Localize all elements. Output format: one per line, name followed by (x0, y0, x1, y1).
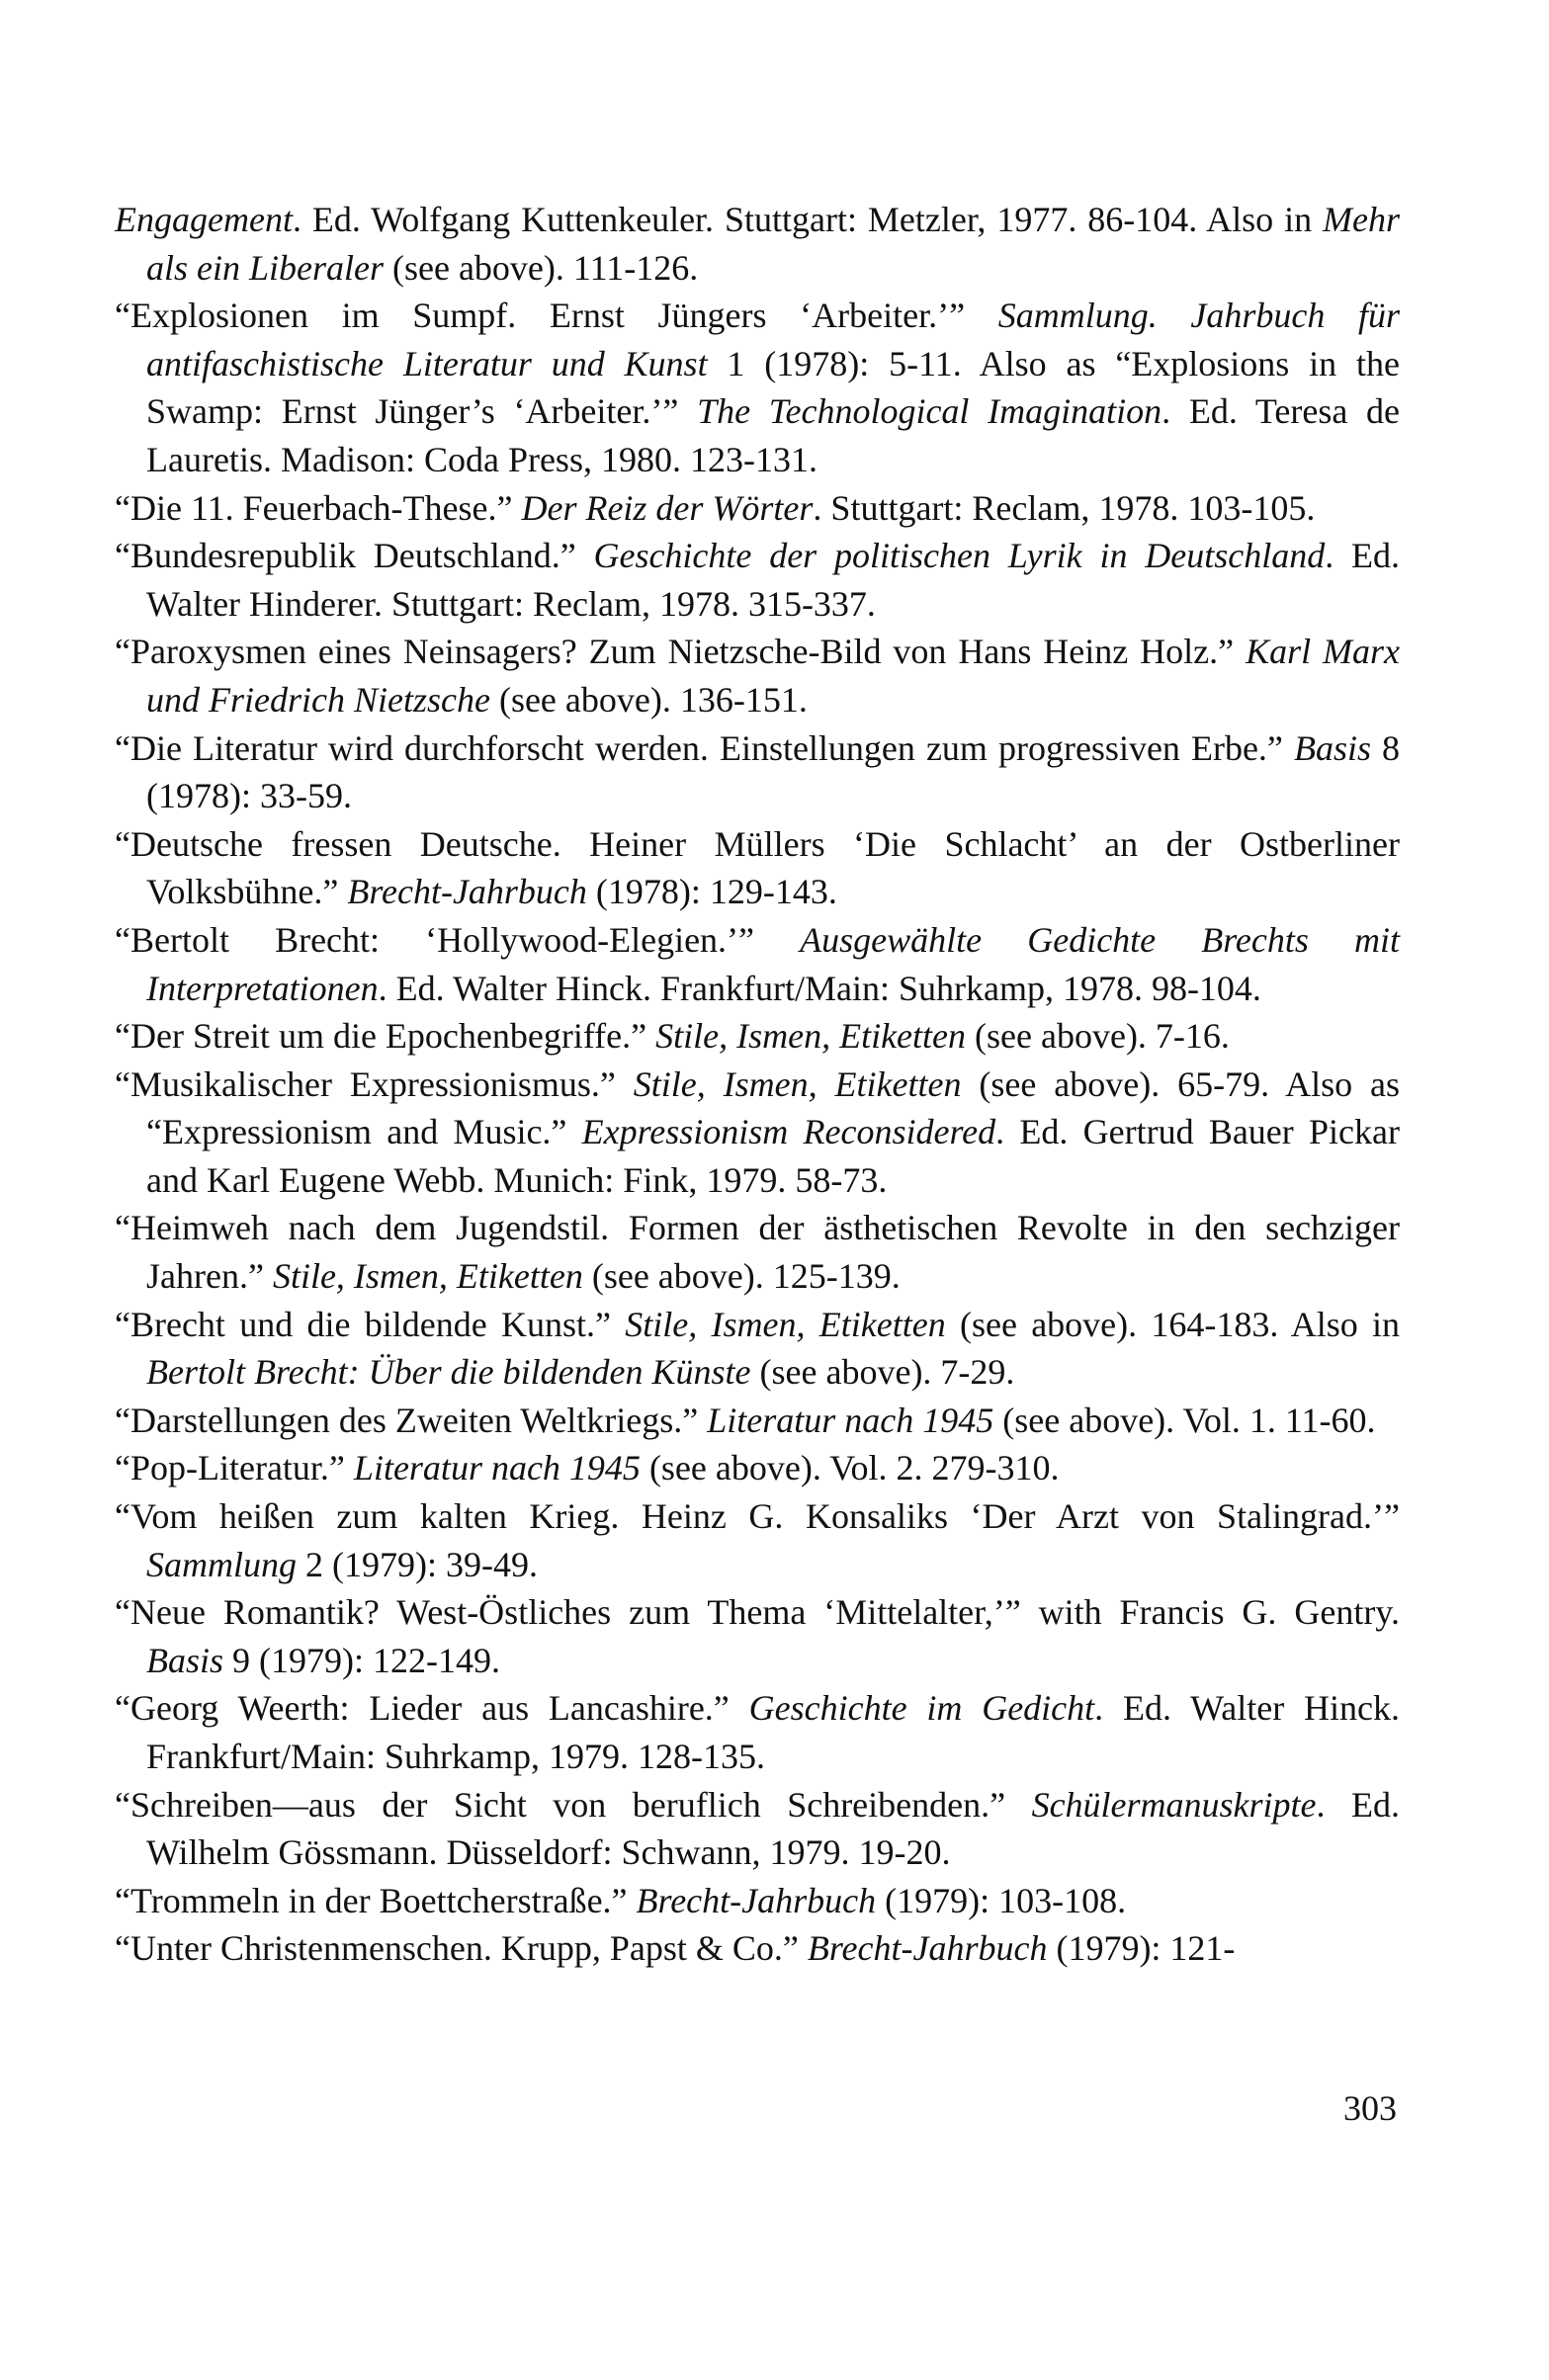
entry-text: (see above). 136-151. (489, 679, 808, 720)
entry-text: (1979): 121- (1047, 1928, 1236, 1969)
bibliography-entry (115, 1684, 1400, 1780)
entry-text: “Paroxysmen eines Neinsagers? Zum Nietzsche-Bild von Hans Heinz Holz.” (115, 632, 1247, 672)
entry-text: (see above). 7-29. (750, 1352, 1015, 1393)
bibliography-entry (115, 292, 1400, 483)
entry-text: . Ed. Teresa de Lauretis. Madison: Coda Press, 1980. 123-131. (146, 391, 1400, 479)
entry-title: Schülermanuskripte (1031, 1784, 1317, 1825)
entry-text: 1 (1978): 5-11. Also as “Explosions in the Swamp: Ernst Jünger’s ‘Arbeiter.’” (146, 343, 1400, 432)
entry-text: . Ed. Walter Hinderer. Stuttgart: Reclam, 1978. 315-337. (146, 536, 1401, 624)
entry-text: “Musikalischer Expressionismus.” (115, 1063, 634, 1104)
entry-title: Mehr als ein Liberaler (146, 200, 1400, 288)
entry-title: Brecht-Jahrbuch (636, 1880, 877, 1920)
entry-title: Karl Marx und Friedrich Nietzsche (146, 632, 1401, 720)
bibliography-entry (115, 1301, 1400, 1397)
page-number: 303 (1343, 2088, 1397, 2128)
entry-title: Literatur nach 1945 (707, 1400, 994, 1440)
bibliography-entry (115, 724, 1400, 820)
entry-text: (see above). 65-79. Also as “Expressionism and Music.” (146, 1063, 1400, 1152)
entry-text: “Bertolt Brecht: ‘Hollywood-Elegien.’” (115, 919, 801, 960)
entry-title: Stile, Ismen, Etiketten (625, 1304, 946, 1344)
entry-text: “Deutsche fressen Deutsche. Heiner Müllers ‘Die Schlacht’ an der Ostberliner Volksbühne.” (115, 823, 1400, 912)
bibliography-entry (115, 1061, 1400, 1205)
entry-title: Ausgewählte Gedichte Brechts mit Interpretationen (146, 919, 1400, 1008)
entry-title: Sammlung (146, 1544, 297, 1584)
entry-title: The Technological Imagination (697, 391, 1162, 432)
entry-text: “Schreiben—aus der Sicht von beruflich Schreibenden.” (115, 1784, 1032, 1825)
entry-text: “Neue Romantik? West-Östliches zum Thema ‘Mittelalter,’” with Francis G. Gentry. (115, 1592, 1400, 1633)
entry-title: Sammlung. Jahrbuch für antifaschistische Literatur und Kunst (146, 296, 1400, 383)
entry-text: . Ed. Walter Hinck. Frankfurt/Main: Suhrkamp, 1979. 128-135. (146, 1688, 1401, 1776)
entry-text: . Ed. Walter Hinck. Frankfurt/Main: Suhrkamp, 1978. 98-104. (378, 968, 1261, 1008)
entry-text: “Unter Christenmenschen. Krupp, Papst & Co.” (115, 1928, 808, 1969)
bibliography-entry (115, 1444, 1400, 1492)
entry-text: “Explosionen im Sumpf. Ernst Jüngers ‘Arbeiter.’” (115, 296, 998, 336)
bibliography-entry (115, 628, 1400, 723)
entry-text: . Ed. Gertrud Bauer Pickar and Karl Eugene Webb. Munich: Fink, 1979. 58-73. (146, 1112, 1400, 1200)
entry-text: “Die Literatur wird durchforscht werden. Einstellungen zum progressiven Erbe.” (115, 727, 1294, 768)
entry-title: Geschichte der politischen Lyrik in Deutschland (593, 536, 1326, 576)
bibliography-entry (115, 1924, 1400, 1973)
bibliography-entry (115, 1492, 1400, 1588)
entry-text: (see above). 7-16. (966, 1016, 1230, 1057)
entry-title: Der Reiz der Wörter (521, 487, 814, 528)
entry-text: (see above). 164-183. Also in (945, 1304, 1400, 1344)
entry-title: Expressionism Reconsidered (581, 1112, 996, 1152)
entry-text: “Vom heißen zum kalten Krieg. Heinz G. Konsaliks ‘Der Arzt von Stalingrad.’” (115, 1496, 1400, 1537)
bibliography-entry (115, 1781, 1400, 1877)
entry-text: (1979): 103-108. (876, 1880, 1127, 1920)
entry-title: Brecht-Jahrbuch (807, 1928, 1048, 1969)
bibliography-entry (115, 1588, 1400, 1684)
entry-title: Stile, Ismen, Etiketten (633, 1063, 962, 1104)
entry-text: (see above). 125-139. (582, 1256, 901, 1297)
entry-title: Stile, Ismen, Etiketten (655, 1016, 967, 1057)
bibliography-entry (115, 916, 1400, 1012)
entry-title: Brecht-Jahrbuch (347, 872, 587, 912)
entry-text: . Ed. Wolfgang Kuttenkeuler. Stuttgart: Metzler, 1977. 86-104. Also in (292, 200, 1324, 239)
bibliography-entry (115, 484, 1400, 533)
entry-text: “Pop-Literatur.” (115, 1448, 354, 1488)
entry-title: Bertolt Brecht: Über die bildenden Künste (146, 1352, 751, 1393)
bibliography-entry (115, 1397, 1400, 1445)
entry-text: (see above). 111-126. (384, 247, 699, 288)
bibliography-entry (115, 1204, 1400, 1300)
entry-title: Engagement (115, 200, 293, 239)
bibliography-entry (115, 1012, 1400, 1061)
entry-title: Literatur nach 1945 (353, 1448, 641, 1488)
entry-text: . Stuttgart: Reclam, 1978. 103-105. (813, 487, 1316, 528)
bibliography-entry (115, 196, 1400, 292)
entry-text: . Ed. Wilhelm Gössmann. Düsseldorf: Schwann, 1979. 19-20. (146, 1784, 1400, 1873)
entry-text: “Trommeln in der Boettcherstraße.” (115, 1880, 637, 1920)
entry-text: “Georg Weerth: Lieder aus Lancashire.” (115, 1688, 749, 1729)
entry-text: 9 (1979): 122-149. (223, 1640, 500, 1680)
bibliography-entry (115, 1877, 1400, 1925)
entry-title: Geschichte im Gedicht (748, 1688, 1095, 1729)
entry-title: Basis (146, 1640, 224, 1680)
entry-text: (see above). Vol. 2. 279-310. (640, 1448, 1060, 1488)
entry-text: “Bundesrepublik Deutschland.” (115, 536, 594, 576)
entry-text: (see above). Vol. 1. 11-60. (993, 1400, 1376, 1440)
entry-text: “Darstellungen des Zweiten Weltkriegs.” (115, 1400, 708, 1440)
entry-text: 2 (1979): 39-49. (297, 1544, 538, 1584)
entry-text: (1978): 129-143. (586, 872, 837, 912)
entry-text: “Der Streit um die Epochenbegriffe.” (115, 1016, 656, 1057)
entry-text: “Brecht und die bildende Kunst.” (115, 1304, 626, 1344)
bibliography-list (115, 196, 1400, 1973)
entry-title: Basis (1293, 727, 1371, 768)
bibliography-entry (115, 820, 1400, 916)
entry-text: “Die 11. Feuerbach-These.” (115, 487, 522, 528)
entry-text: 8 (1978): 33-59. (146, 727, 1401, 816)
bibliography-entry (115, 532, 1400, 628)
entry-title: Stile, Ismen, Etiketten (272, 1256, 583, 1297)
entry-text: “Heimweh nach dem Jugendstil. Formen der ästhetischen Revolte in den sechziger Jahren.” (115, 1208, 1400, 1297)
